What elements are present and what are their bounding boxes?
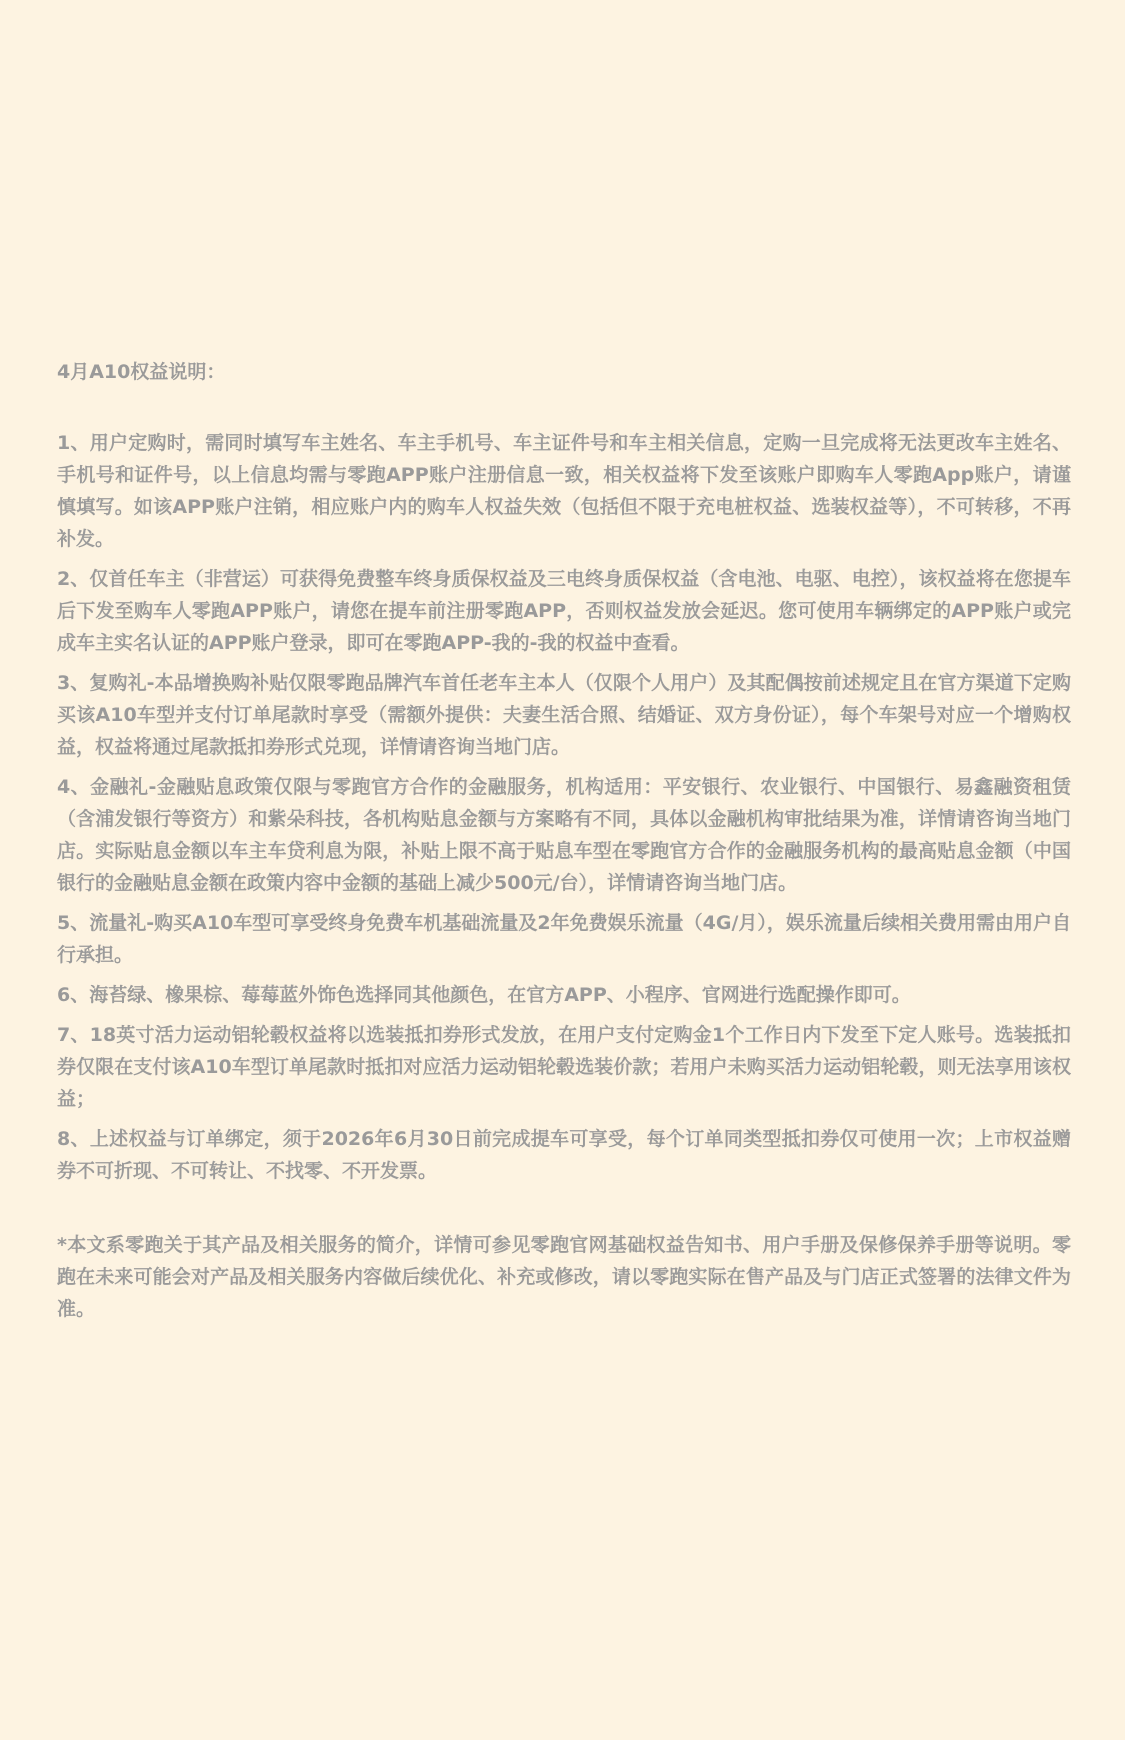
rule-item-3: 3、复购礼-本品增换购补贴仅限零跑品牌汽车首任老车主本人（仅限个人用户）及其配偶按前述规定且在官方渠道下定购买该A10车型并支付订单尾款时享受（需额外提供：夫妻生活合照、结婚证、双方身份证），每个车架号对应一个增购权益，权益将通过尾款抵扣券形式兑现，详情请咨询当地门店。 (57, 672, 1071, 758)
rule-item-1: 1、用户定购时，需同时填写车主姓名、车主手机号、车主证件号和车主相关信息，定购一旦完成将无法更改车主姓名、手机号和证件号，以上信息均需与零跑APP账户注册信息一致，相关权益将下发至该账户即购车人零跑App账户，请谨慎填写。如该APP账户注销，相应账户内的购车人权益失效（包括但不限于充电桩权益、选装权益等），不可转移，不再补发。 (57, 432, 1071, 550)
rule-item-8: 8、上述权益与订单绑定，须于2026年6月30日前完成提车可享受，每个订单同类型抵扣券仅可使用一次；上市权益赠券不可折现、不可转让、不找零、不开发票。 (57, 1128, 1071, 1182)
rights-document (57, 356, 1071, 1325)
rule-item-7: 7、18英寸活力运动铝轮毂权益将以选装抵扣券形式发放，在用户支付定购金1个工作日内下发至下定人账号。选装抵扣券仅限在支付该A10车型订单尾款时抵扣对应活力运动铝轮毂选装价款；若用户未购买活力运动铝轮毂，则无法享用该权益； (57, 1024, 1071, 1110)
rule-item-2: 2、仅首任车主（非营运）可获得免费整车终身质保权益及三电终身质保权益（含电池、电驱、电控），该权益将在您提车后下发至购车人零跑APP账户，请您在提车前注册零跑APP，否则权益发放会延迟。您可使用车辆绑定的APP账户或完成车主实名认证的APP账户登录，即可在零跑APP-我的-我的权益中查看。 (57, 568, 1071, 654)
rule-item-5: 5、流量礼-购买A10车型可享受终身免费车机基础流量及2年免费娱乐流量（4G/月），娱乐流量后续相关费用需由用户自行承担。 (57, 912, 1071, 966)
rule-item-4: 4、金融礼-金融贴息政策仅限与零跑官方合作的金融服务，机构适用：平安银行、农业银行、中国银行、易鑫融资租赁（含浦发银行等资方）和紫朵科技，各机构贴息金额与方案略有不同，具体以金融机构审批结果为准，详情请咨询当地门店。实际贴息金额以车主车贷利息为限，补贴上限不高于贴息车型在零跑官方合作的金融服务机构的最高贴息金额（中国银行的金融贴息金额在政策内容中金额的基础上减少500元/台），详情请咨询当地门店。 (57, 776, 1071, 894)
document-title: 4月A10权益说明： (57, 361, 226, 383)
rule-item-6: 6、海苔绿、橡果棕、莓莓蓝外饰色选择同其他颜色，在官方APP、小程序、官网进行选配操作即可。 (57, 984, 911, 1006)
disclaimer-text: *本文系零跑关于其产品及相关服务的简介，详情可参见零跑官网基础权益告知书、用户手册及保修保养手册等说明。零跑在未来可能会对产品及相关服务内容做后续优化、补充或修改，请以零跑实际在售产品及与门店正式签署的法律文件为准。 (57, 1234, 1071, 1320)
